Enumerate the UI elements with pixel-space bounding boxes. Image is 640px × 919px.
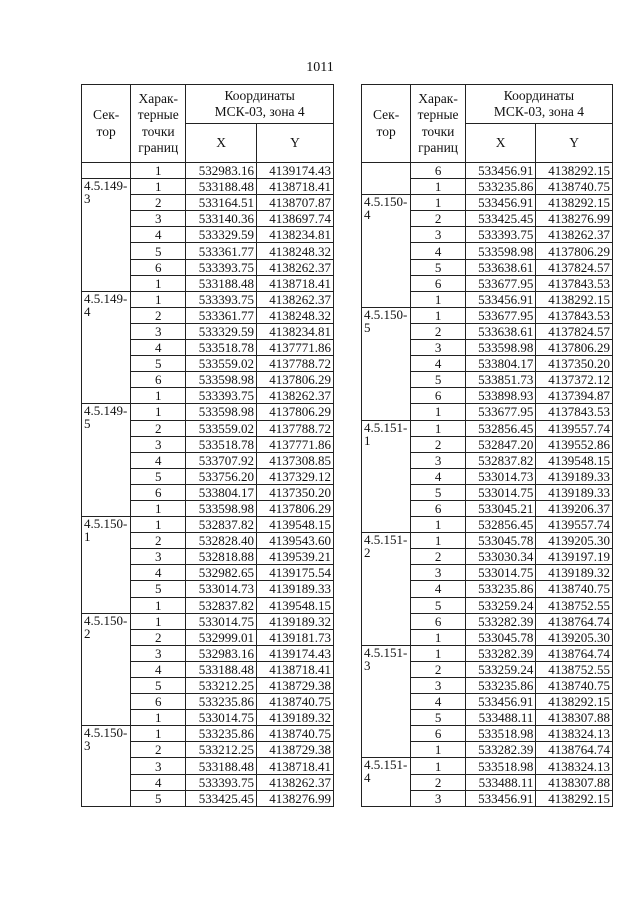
point-cell: 2 <box>411 323 466 339</box>
point-cell: 6 <box>131 372 186 388</box>
y-cell: 4139206.37 <box>536 500 613 516</box>
point-cell: 6 <box>131 259 186 275</box>
point-cell: 4 <box>131 227 186 243</box>
x-cell: 533014.75 <box>465 565 535 581</box>
sector-cell: 4.5.151- 1 <box>362 420 411 533</box>
x-cell: 533559.02 <box>186 356 257 372</box>
table-row <box>82 291 334 307</box>
y-cell: 4137350.20 <box>536 356 613 372</box>
y-cell: 4138276.99 <box>536 211 613 227</box>
y-cell: 4137806.29 <box>257 500 334 516</box>
header-x: X <box>465 124 535 163</box>
y-cell: 4139181.73 <box>257 629 334 645</box>
x-cell: 533488.11 <box>465 710 535 726</box>
point-cell: 4 <box>131 452 186 468</box>
point-cell: 1 <box>131 517 186 533</box>
y-cell: 4139189.32 <box>257 710 334 726</box>
y-cell: 4138292.15 <box>536 163 613 179</box>
table-row <box>362 195 613 211</box>
y-cell: 4137350.20 <box>257 484 334 500</box>
y-cell: 4137372.12 <box>536 372 613 388</box>
sector-cell: 4.5.149- 4 <box>82 291 131 404</box>
x-cell: 533235.86 <box>465 179 535 195</box>
x-cell: 533898.93 <box>465 388 535 404</box>
x-cell: 533282.39 <box>465 613 535 629</box>
header-y: Y <box>257 124 334 163</box>
y-cell: 4138707.87 <box>257 195 334 211</box>
point-cell: 4 <box>411 468 466 484</box>
point-cell: 3 <box>411 452 466 468</box>
y-cell: 4138262.37 <box>257 291 334 307</box>
point-cell: 3 <box>131 549 186 565</box>
point-cell: 4 <box>411 243 466 259</box>
point-cell: 5 <box>411 484 466 500</box>
x-cell: 533456.91 <box>465 163 535 179</box>
x-cell: 533638.61 <box>465 323 535 339</box>
x-cell: 533456.91 <box>465 291 535 307</box>
x-cell: 533212.25 <box>186 742 257 758</box>
point-cell: 5 <box>131 243 186 259</box>
point-cell: 3 <box>411 678 466 694</box>
point-cell: 4 <box>131 565 186 581</box>
x-cell: 533518.78 <box>186 436 257 452</box>
x-cell: 533677.95 <box>465 404 535 420</box>
point-cell: 4 <box>411 356 466 372</box>
y-cell: 4139539.21 <box>257 549 334 565</box>
sector-cell: 4.5.151- 4 <box>362 758 411 806</box>
point-cell: 2 <box>131 629 186 645</box>
x-cell: 533045.21 <box>465 500 535 516</box>
x-cell: 532856.45 <box>465 517 535 533</box>
x-cell: 533361.77 <box>186 307 257 323</box>
y-cell: 4139174.43 <box>257 163 334 179</box>
point-cell: 1 <box>411 291 466 307</box>
x-cell: 533140.36 <box>186 211 257 227</box>
x-cell: 532828.40 <box>186 533 257 549</box>
y-cell: 4138697.74 <box>257 211 334 227</box>
x-cell: 533014.73 <box>465 468 535 484</box>
x-cell: 532982.65 <box>186 565 257 581</box>
table-row <box>82 404 334 420</box>
y-cell: 4138324.13 <box>536 758 613 774</box>
x-cell: 533014.73 <box>186 581 257 597</box>
point-cell: 2 <box>411 774 466 790</box>
point-cell: 1 <box>411 307 466 323</box>
header-y: Y <box>536 124 613 163</box>
table-row <box>362 533 613 549</box>
point-cell: 3 <box>131 323 186 339</box>
point-cell: 5 <box>411 597 466 613</box>
point-cell: 6 <box>411 275 466 291</box>
x-cell: 532837.82 <box>465 452 535 468</box>
header-points: Харак- терные точки границ <box>131 85 186 163</box>
x-cell: 533598.98 <box>465 340 535 356</box>
y-cell: 4139189.32 <box>257 613 334 629</box>
y-cell: 4137394.87 <box>536 388 613 404</box>
y-cell: 4139189.33 <box>536 468 613 484</box>
x-cell: 533212.25 <box>186 678 257 694</box>
table-row <box>82 179 334 195</box>
x-cell: 532837.82 <box>186 597 257 613</box>
y-cell: 4138262.37 <box>257 388 334 404</box>
y-cell: 4138718.41 <box>257 661 334 677</box>
y-cell: 4138234.81 <box>257 227 334 243</box>
sector-cell: 4.5.150- 5 <box>362 307 411 420</box>
y-cell: 4139548.15 <box>536 452 613 468</box>
point-cell: 1 <box>411 742 466 758</box>
point-cell: 5 <box>411 710 466 726</box>
point-cell: 2 <box>411 549 466 565</box>
x-cell: 533235.86 <box>465 581 535 597</box>
point-cell: 2 <box>411 211 466 227</box>
header-sector: Сек- тор <box>82 85 131 163</box>
sector-cell: 4.5.150- 4 <box>362 195 411 308</box>
y-cell: 4137843.53 <box>536 275 613 291</box>
point-cell: 1 <box>411 645 466 661</box>
sector-cell: 4.5.151- 3 <box>362 645 411 758</box>
x-cell: 533188.48 <box>186 275 257 291</box>
x-cell: 533804.17 <box>465 356 535 372</box>
y-cell: 4139557.74 <box>536 517 613 533</box>
point-cell: 2 <box>131 533 186 549</box>
point-cell: 1 <box>411 629 466 645</box>
point-cell: 6 <box>131 484 186 500</box>
y-cell: 4139543.60 <box>257 533 334 549</box>
x-cell: 533425.45 <box>465 211 535 227</box>
point-cell: 1 <box>131 275 186 291</box>
sector-cell <box>362 163 411 195</box>
x-cell: 533638.61 <box>465 259 535 275</box>
x-cell: 533559.02 <box>186 420 257 436</box>
x-cell: 533804.17 <box>186 484 257 500</box>
table-row <box>362 307 613 323</box>
x-cell: 533014.75 <box>186 613 257 629</box>
point-cell: 1 <box>131 388 186 404</box>
x-cell: 533598.98 <box>465 243 535 259</box>
y-cell: 4137788.72 <box>257 420 334 436</box>
y-cell: 4139557.74 <box>536 420 613 436</box>
x-cell: 532856.45 <box>465 420 535 436</box>
point-cell: 3 <box>411 227 466 243</box>
x-cell: 533259.24 <box>465 597 535 613</box>
x-cell: 533235.86 <box>186 726 257 742</box>
point-cell: 1 <box>411 420 466 436</box>
point-cell: 1 <box>131 404 186 420</box>
x-cell: 533164.51 <box>186 195 257 211</box>
point-cell: 6 <box>131 694 186 710</box>
header-sector: Сек- тор <box>362 85 411 163</box>
y-cell: 4138262.37 <box>536 227 613 243</box>
y-cell: 4137308.85 <box>257 452 334 468</box>
point-cell: 2 <box>411 661 466 677</box>
y-cell: 4138262.37 <box>257 774 334 790</box>
y-cell: 4139197.19 <box>536 549 613 565</box>
sector-cell: 4.5.150- 2 <box>82 613 131 726</box>
x-cell: 533756.20 <box>186 468 257 484</box>
x-cell: 533851.73 <box>465 372 535 388</box>
sector-cell: 4.5.150- 1 <box>82 517 131 614</box>
x-cell: 533235.86 <box>465 678 535 694</box>
y-cell: 4137771.86 <box>257 340 334 356</box>
y-cell: 4138324.13 <box>536 726 613 742</box>
point-cell: 1 <box>411 533 466 549</box>
header-coords-title: Координаты МСК-03, зона 4 <box>186 85 334 124</box>
x-cell: 533518.98 <box>465 726 535 742</box>
x-cell: 533045.78 <box>465 629 535 645</box>
point-cell: 4 <box>131 340 186 356</box>
x-cell: 533393.75 <box>186 388 257 404</box>
point-cell: 3 <box>411 790 466 806</box>
x-cell: 533393.75 <box>186 259 257 275</box>
table-row <box>362 163 613 179</box>
y-cell: 4138764.74 <box>536 645 613 661</box>
header-coords-title: Координаты МСК-03, зона 4 <box>465 85 612 124</box>
table-row <box>82 517 334 533</box>
x-cell: 533259.24 <box>465 661 535 677</box>
y-cell: 4138729.38 <box>257 678 334 694</box>
point-cell: 2 <box>411 436 466 452</box>
x-cell: 533045.78 <box>465 533 535 549</box>
point-cell: 1 <box>131 710 186 726</box>
sector-cell: 4.5.150- 3 <box>82 726 131 806</box>
x-cell: 533598.98 <box>186 500 257 516</box>
point-cell: 5 <box>131 468 186 484</box>
sector-cell: 4.5.149- 3 <box>82 179 131 292</box>
y-cell: 4138248.32 <box>257 307 334 323</box>
point-cell: 6 <box>411 500 466 516</box>
x-cell: 533393.75 <box>186 291 257 307</box>
y-cell: 4137806.29 <box>257 372 334 388</box>
y-cell: 4139205.30 <box>536 533 613 549</box>
x-cell: 533014.75 <box>465 484 535 500</box>
x-cell: 533518.98 <box>465 758 535 774</box>
x-cell: 533456.91 <box>465 694 535 710</box>
table-row <box>362 758 613 774</box>
y-cell: 4139205.30 <box>536 629 613 645</box>
y-cell: 4138718.41 <box>257 179 334 195</box>
y-cell: 4138740.75 <box>257 694 334 710</box>
point-cell: 5 <box>131 678 186 694</box>
y-cell: 4139548.15 <box>257 517 334 533</box>
x-cell: 533598.98 <box>186 404 257 420</box>
y-cell: 4137824.57 <box>536 259 613 275</box>
y-cell: 4137843.53 <box>536 404 613 420</box>
table-row <box>362 645 613 661</box>
y-cell: 4138307.88 <box>536 710 613 726</box>
x-cell: 533235.86 <box>186 694 257 710</box>
y-cell: 4137806.29 <box>536 243 613 259</box>
y-cell: 4138740.75 <box>257 726 334 742</box>
point-cell: 3 <box>411 340 466 356</box>
point-cell: 5 <box>411 259 466 275</box>
y-cell: 4138740.75 <box>536 581 613 597</box>
y-cell: 4137843.53 <box>536 307 613 323</box>
x-cell: 533456.91 <box>465 790 535 806</box>
x-cell: 533425.45 <box>186 790 257 806</box>
coordinates-table-left <box>81 84 334 807</box>
x-cell: 533361.77 <box>186 243 257 259</box>
point-cell: 1 <box>131 163 186 179</box>
y-cell: 4138718.41 <box>257 275 334 291</box>
y-cell: 4138307.88 <box>536 774 613 790</box>
x-cell: 532837.82 <box>186 517 257 533</box>
table-row <box>82 163 334 179</box>
y-cell: 4138740.75 <box>536 678 613 694</box>
x-cell: 533677.95 <box>465 275 535 291</box>
table-row <box>82 613 334 629</box>
table-row <box>82 726 334 742</box>
y-cell: 4137824.57 <box>536 323 613 339</box>
x-cell: 533393.75 <box>465 227 535 243</box>
x-cell: 533188.48 <box>186 661 257 677</box>
y-cell: 4138764.74 <box>536 613 613 629</box>
y-cell: 4139189.32 <box>536 565 613 581</box>
y-cell: 4138729.38 <box>257 742 334 758</box>
point-cell: 1 <box>131 613 186 629</box>
point-cell: 1 <box>131 500 186 516</box>
point-cell: 4 <box>131 661 186 677</box>
y-cell: 4139189.33 <box>536 484 613 500</box>
y-cell: 4137788.72 <box>257 356 334 372</box>
point-cell: 1 <box>411 517 466 533</box>
point-cell: 1 <box>411 179 466 195</box>
y-cell: 4138292.15 <box>536 195 613 211</box>
y-cell: 4138292.15 <box>536 790 613 806</box>
point-cell: 5 <box>411 372 466 388</box>
sector-cell: 4.5.151- 2 <box>362 533 411 646</box>
point-cell: 2 <box>131 420 186 436</box>
x-cell: 533598.98 <box>186 372 257 388</box>
point-cell: 4 <box>411 694 466 710</box>
point-cell: 1 <box>131 597 186 613</box>
y-cell: 4138248.32 <box>257 243 334 259</box>
point-cell: 3 <box>131 436 186 452</box>
x-cell: 533677.95 <box>465 307 535 323</box>
point-cell: 3 <box>131 645 186 661</box>
y-cell: 4137771.86 <box>257 436 334 452</box>
x-cell: 533188.48 <box>186 758 257 774</box>
sector-cell <box>82 163 131 179</box>
y-cell: 4138292.15 <box>536 291 613 307</box>
x-cell: 533329.59 <box>186 323 257 339</box>
point-cell: 5 <box>131 790 186 806</box>
y-cell: 4138752.55 <box>536 661 613 677</box>
sector-cell: 4.5.149- 5 <box>82 404 131 517</box>
point-cell: 2 <box>131 742 186 758</box>
y-cell: 4138718.41 <box>257 758 334 774</box>
point-cell: 1 <box>411 758 466 774</box>
point-cell: 1 <box>131 291 186 307</box>
point-cell: 2 <box>131 195 186 211</box>
point-cell: 6 <box>411 163 466 179</box>
x-cell: 533030.34 <box>465 549 535 565</box>
point-cell: 5 <box>131 356 186 372</box>
point-cell: 1 <box>131 179 186 195</box>
y-cell: 4139548.15 <box>257 597 334 613</box>
x-cell: 533707.92 <box>186 452 257 468</box>
x-cell: 532983.16 <box>186 645 257 661</box>
y-cell: 4138764.74 <box>536 742 613 758</box>
coordinates-table-right <box>361 84 613 807</box>
point-cell: 4 <box>131 774 186 790</box>
y-cell: 4138276.99 <box>257 790 334 806</box>
point-cell: 1 <box>411 404 466 420</box>
x-cell: 532999.01 <box>186 629 257 645</box>
point-cell: 3 <box>411 565 466 581</box>
x-cell: 533188.48 <box>186 179 257 195</box>
table-row <box>362 420 613 436</box>
x-cell: 533014.75 <box>186 710 257 726</box>
point-cell: 1 <box>131 726 186 742</box>
point-cell: 4 <box>411 581 466 597</box>
point-cell: 6 <box>411 613 466 629</box>
y-cell: 4138292.15 <box>536 694 613 710</box>
y-cell: 4137806.29 <box>536 340 613 356</box>
point-cell: 5 <box>131 581 186 597</box>
x-cell: 533329.59 <box>186 227 257 243</box>
y-cell: 4138752.55 <box>536 597 613 613</box>
point-cell: 1 <box>411 195 466 211</box>
x-cell: 533518.78 <box>186 340 257 356</box>
y-cell: 4138262.37 <box>257 259 334 275</box>
x-cell: 532818.88 <box>186 549 257 565</box>
point-cell: 6 <box>411 726 466 742</box>
point-cell: 2 <box>131 307 186 323</box>
y-cell: 4138234.81 <box>257 323 334 339</box>
x-cell: 533282.39 <box>465 645 535 661</box>
point-cell: 3 <box>131 758 186 774</box>
y-cell: 4139189.33 <box>257 581 334 597</box>
x-cell: 532847.20 <box>465 436 535 452</box>
y-cell: 4139174.43 <box>257 645 334 661</box>
x-cell: 532983.16 <box>186 163 257 179</box>
header-x: X <box>186 124 257 163</box>
y-cell: 4138740.75 <box>536 179 613 195</box>
x-cell: 533488.11 <box>465 774 535 790</box>
y-cell: 4137806.29 <box>257 404 334 420</box>
page-number: 1011 <box>306 60 334 75</box>
x-cell: 533282.39 <box>465 742 535 758</box>
header-points: Харак- терные точки границ <box>411 85 466 163</box>
y-cell: 4137329.12 <box>257 468 334 484</box>
y-cell: 4139552.86 <box>536 436 613 452</box>
point-cell: 6 <box>411 388 466 404</box>
x-cell: 533393.75 <box>186 774 257 790</box>
y-cell: 4139175.54 <box>257 565 334 581</box>
x-cell: 533456.91 <box>465 195 535 211</box>
point-cell: 3 <box>131 211 186 227</box>
